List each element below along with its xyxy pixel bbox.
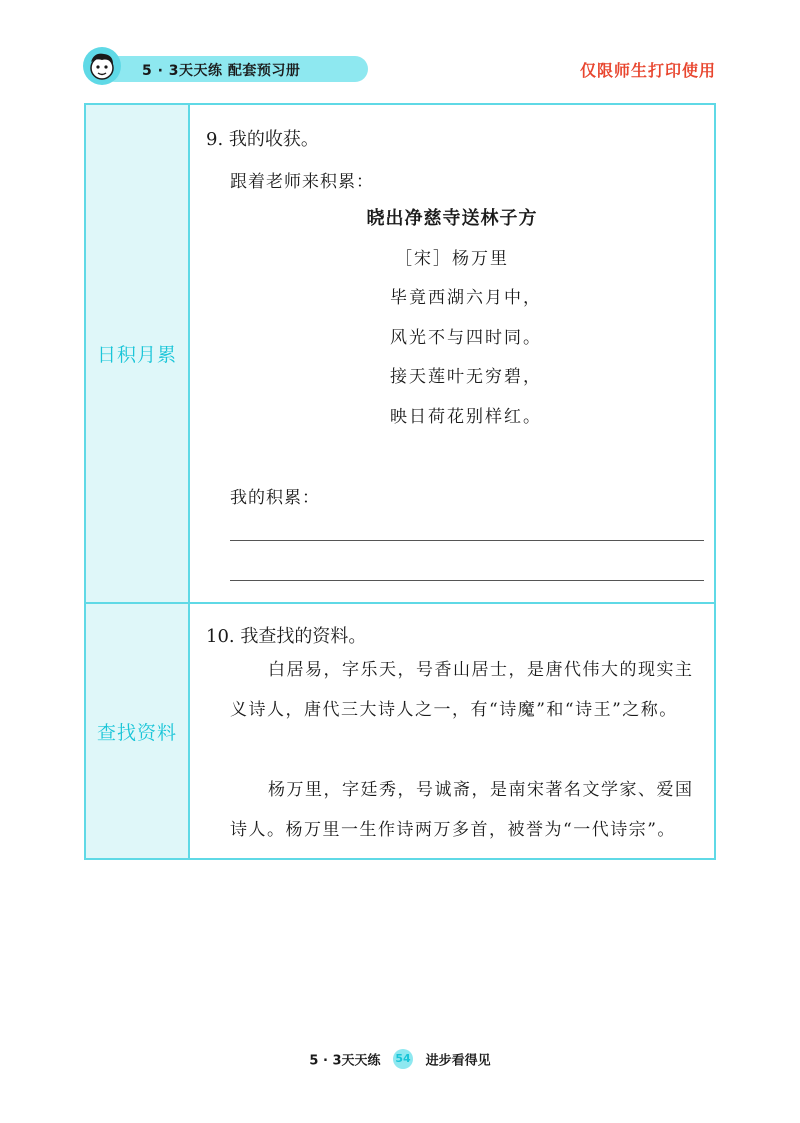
poem-title: 晓出净慈寺送林子方 [366, 208, 538, 229]
footer-brand: 5 · 3天天练 [309, 1053, 381, 1069]
intro-text: 跟着老师来积累： [230, 172, 374, 192]
usage-restriction: 仅限师生打印使用 [579, 61, 716, 80]
brand-title: 5 · 3天天练 配套预习册 [142, 63, 301, 79]
question-title: 9. 我的收获。 [206, 129, 319, 150]
section-side-cell [86, 604, 190, 858]
poem-line: 风光不与四时同。 [390, 328, 542, 348]
worksheet-table [84, 103, 716, 860]
footer-slogan: 进步看得见 [425, 1053, 491, 1069]
mascot-icon [82, 46, 122, 86]
answer-line[interactable] [230, 580, 704, 581]
research-paragraph [230, 770, 702, 850]
section-label: 查找资料 [96, 721, 177, 744]
section-content [190, 105, 714, 602]
paragraph-text: 白居易，字乐天，号香山居士，是唐代伟大的现实主义诗人，唐代三大诗人之一，有“诗魔”和“诗王”之称。 [230, 660, 694, 720]
section-content [190, 604, 714, 858]
page-number: 54 [393, 1049, 413, 1069]
poem-line: 接天莲叶无穷碧， [390, 367, 542, 387]
question-title: 10. 我查找的资料。 [206, 626, 367, 647]
poem-author: ［宋］杨万里 [395, 249, 509, 269]
poem-line: 毕竟西湖六月中， [390, 288, 542, 308]
section-accumulation [86, 105, 714, 602]
paragraph-text: 杨万里，字廷秀，号诚斋，是南宋著名文学家、爱国诗人。杨万里一生作诗两万多首，被誉为“一代诗宗”。 [230, 780, 694, 840]
section-side-cell [86, 105, 190, 602]
brand-banner [102, 56, 368, 82]
section-research [86, 602, 714, 858]
section-label: 日积月累 [96, 344, 177, 366]
my-accumulation-prompt: 我的积累： [230, 488, 320, 508]
poem-line: 映日荷花别样红。 [390, 407, 542, 427]
page-header [82, 44, 722, 88]
answer-line[interactable] [230, 540, 704, 541]
page-footer [0, 1049, 800, 1069]
research-paragraph [230, 650, 702, 730]
